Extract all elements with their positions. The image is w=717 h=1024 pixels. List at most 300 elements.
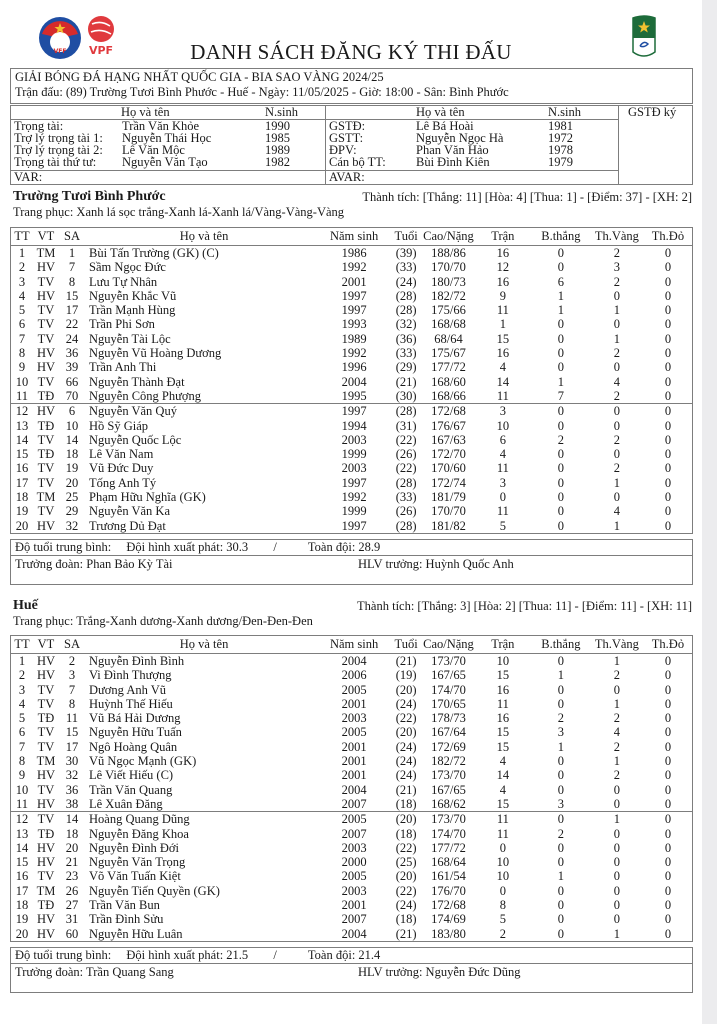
player-yellow-cards: 2: [613, 346, 620, 361]
player-number: 70: [65, 388, 79, 403]
player-tt: 14: [15, 840, 29, 855]
player-number: 30: [65, 754, 79, 769]
col-header-age: Tuổi: [389, 228, 423, 246]
player-goals: 0: [557, 260, 564, 275]
player-age: (19): [395, 668, 417, 683]
player-name: Nguyễn Tài Lộc: [89, 331, 171, 346]
player-birth-year: 1986: [341, 246, 367, 260]
media-officer-year: 1979: [548, 155, 573, 169]
player-tt: 7: [18, 331, 26, 346]
player-number: 20: [65, 475, 79, 490]
assistant1-year: 1985: [265, 131, 290, 145]
player-number: 29: [65, 504, 79, 519]
player-goals: 0: [557, 317, 564, 332]
player-height-weight: 170/65: [431, 696, 466, 711]
player-position: TV: [37, 331, 55, 346]
player-height-weight: 174/69: [431, 912, 466, 927]
player-matches: 15: [496, 725, 510, 740]
player-name: Lê Viết Hiếu (C): [89, 768, 174, 783]
player-height-weight: 182/72: [431, 754, 466, 769]
player-age: (24): [395, 696, 417, 711]
fourth-official-role: Trọng tài thứ tư:: [14, 155, 97, 169]
player-tt: 19: [15, 912, 29, 927]
player-position: HV: [36, 654, 56, 668]
roster-header-row: [11, 636, 693, 654]
player-row: [11, 683, 693, 697]
player-yellow-cards: 2: [613, 668, 620, 683]
col-header-matches: Trận: [474, 636, 532, 654]
player-yellow-cards: 1: [613, 696, 620, 711]
player-tt: 18: [15, 490, 29, 505]
player-row: [11, 346, 693, 360]
player-age: (18): [395, 912, 417, 927]
player-red-cards: 0: [664, 475, 672, 490]
player-position: TM: [36, 246, 56, 260]
player-matches: 14: [496, 374, 510, 389]
supervisor-year: 1981: [548, 119, 573, 133]
player-name: Lưu Tự Nhân: [89, 274, 158, 289]
player-name: Nguyễn Văn Ka: [89, 504, 170, 519]
player-name: Bùi Tấn Trường (GK) (C): [89, 246, 219, 260]
col-header-red: Th.Đỏ: [644, 228, 693, 246]
player-goals: 0: [557, 754, 564, 769]
player-height-weight: 188/86: [431, 246, 466, 260]
col-header-vt: VT: [33, 228, 59, 246]
col-header-sa: SA: [59, 228, 85, 246]
player-yellow-cards: 1: [613, 654, 620, 668]
player-number: 6: [59, 404, 85, 419]
player-position: HV: [33, 404, 59, 419]
divider: [618, 106, 619, 184]
player-matches: 15: [496, 668, 510, 683]
player-row: [11, 419, 693, 433]
player-row: [11, 404, 693, 419]
player-goals: 0: [557, 654, 564, 668]
player-birth-year: 1992: [341, 346, 367, 361]
player-matches: 15: [496, 331, 510, 346]
player-position: TM: [36, 490, 56, 505]
player-position: HV: [36, 518, 56, 533]
player-yellow-cards: 2: [613, 711, 620, 726]
player-number: 25: [65, 490, 79, 505]
player-red-cards: 0: [664, 303, 672, 318]
player-yellow-cards: 0: [613, 855, 620, 870]
player-position: HV: [36, 288, 56, 303]
player-red-cards: 0: [664, 274, 672, 289]
player-name: Nguyễn Đình Đới: [89, 840, 179, 855]
player-birth-year: 1997: [341, 303, 367, 318]
player-yellow-cards: 0: [590, 404, 644, 419]
player-name: Nguyễn Hữu Tuấn: [89, 725, 182, 740]
player-height-weight: 173/70: [431, 654, 466, 668]
team-record-away: Thành tích: [Thắng: 3] [Hòa: 2] [Thua: 11] - [Điểm: 11] - [XH: 11]: [357, 599, 692, 613]
player-matches: 0: [499, 490, 506, 505]
player-height-weight: 172/68: [423, 404, 474, 419]
player-position: TM: [36, 883, 56, 898]
player-position: TV: [37, 782, 55, 797]
svg-text:VFF: VFF: [53, 48, 67, 55]
player-birth-year: 2003: [341, 883, 367, 898]
player-red-cards: 0: [664, 768, 672, 783]
player-tt: 2: [18, 668, 26, 683]
player-matches: 10: [496, 418, 510, 433]
player-position: TĐ: [37, 826, 55, 841]
player-name: Trần Anh Thi: [89, 360, 157, 375]
player-tt: 4: [18, 288, 26, 303]
player-height-weight: 174/70: [431, 682, 466, 697]
player-yellow-cards: 0: [613, 447, 620, 462]
player-name: Dương Anh Vũ: [89, 682, 167, 697]
document-title: DANH SÁCH ĐĂNG KÝ THI ĐẤU: [190, 40, 512, 64]
player-red-cards: 0: [664, 682, 672, 697]
player-position: TV: [37, 739, 55, 754]
player-goals: 0: [557, 360, 564, 375]
player-red-cards: 0: [664, 246, 672, 260]
player-age: (22): [395, 711, 417, 726]
player-red-cards: 0: [664, 317, 672, 332]
match-commissioner-role: GSTT:: [329, 131, 364, 145]
player-age: (28): [395, 475, 417, 490]
player-red-cards: 0: [664, 288, 672, 303]
col-header-red: Th.Đỏ: [644, 636, 693, 654]
player-row: [11, 317, 693, 331]
player-name: Phạm Hữu Nghĩa (GK): [89, 490, 206, 505]
player-name: Vi Đình Thượng: [89, 668, 172, 683]
player-number: 18: [65, 447, 79, 462]
player-row: [11, 275, 693, 289]
player-row: [11, 375, 693, 389]
player-red-cards: 0: [664, 360, 672, 375]
player-name: Nguyễn Vũ Hoàng Dương: [89, 346, 222, 361]
player-position: HV: [36, 346, 56, 361]
col-header-yellow: Th.Vàng: [590, 228, 644, 246]
player-name: Trương Dủ Đạt: [89, 518, 166, 533]
player-red-cards: 0: [664, 826, 672, 841]
player-red-cards: 0: [664, 912, 672, 927]
player-number: 7: [68, 260, 76, 275]
player-height-weight: 172/70: [431, 447, 466, 462]
player-tt: 9: [18, 768, 26, 783]
player-age: (25): [395, 855, 417, 870]
avg-age-starting: Đội hình xuất phát: 30.3: [126, 540, 249, 554]
officials-header-year-right: N.sinh: [548, 105, 581, 119]
player-goals: 7: [557, 388, 564, 403]
player-row: [11, 389, 693, 404]
player-name: Trần Văn Bun: [89, 898, 160, 913]
dpv-year: 1978: [548, 143, 573, 157]
player-birth-year: 2003: [341, 461, 367, 476]
player-number: 18: [65, 826, 79, 841]
player-tt: 2: [18, 260, 26, 275]
player-red-cards: 0: [664, 898, 672, 913]
player-goals: 1: [557, 869, 564, 884]
player-goals: 2: [557, 432, 564, 447]
player-height-weight: 182/72: [431, 288, 466, 303]
player-number: 2: [68, 654, 76, 668]
col-header-tt: TT: [11, 228, 34, 246]
player-goals: 1: [557, 303, 564, 318]
player-birth-year: 1989: [341, 331, 367, 346]
player-goals: 0: [532, 812, 590, 827]
player-birth-year: 1997: [341, 475, 367, 490]
player-name: Nguyễn Tiến Quyền (GK): [89, 883, 220, 898]
player-yellow-cards: 0: [613, 869, 620, 884]
assistant1-name: Nguyễn Thái Học: [122, 131, 212, 145]
player-name: Nguyễn Khắc Vũ: [89, 288, 177, 303]
player-height-weight: 167/64: [431, 725, 466, 740]
player-red-cards: 0: [664, 418, 672, 433]
player-tt: 16: [15, 869, 29, 884]
player-name: Vũ Đức Duy: [89, 461, 154, 476]
player-tt: 14: [15, 432, 29, 447]
player-age: (21): [395, 926, 417, 941]
player-red-cards: 0: [664, 504, 672, 519]
player-age: (24): [395, 274, 417, 289]
player-goals: 0: [557, 682, 564, 697]
player-birth-year: 2005: [341, 869, 367, 884]
player-age: (24): [395, 768, 417, 783]
media-officer-name: Bùi Đình Kiên: [416, 155, 490, 169]
media-officer-role: Cán bộ TT:: [329, 155, 386, 169]
player-goals: 1: [557, 739, 564, 754]
player-birth-year: 1997: [319, 404, 389, 419]
player-matches: 8: [499, 898, 506, 913]
player-goals: 0: [557, 782, 564, 797]
player-row: [11, 303, 693, 317]
player-number: 7: [68, 682, 76, 697]
player-red-cards: 0: [644, 812, 693, 827]
player-tt: 9: [18, 360, 26, 375]
player-matches: 11: [496, 303, 509, 318]
player-number: 36: [65, 782, 79, 797]
player-name: Nguyễn Quốc Lộc: [89, 432, 182, 447]
player-position: TV: [37, 274, 55, 289]
player-birth-year: 2001: [341, 768, 367, 783]
player-position: HV: [36, 668, 56, 683]
player-age: (21): [395, 782, 417, 797]
player-height-weight: 168/66: [431, 388, 466, 403]
player-position: TĐ: [37, 418, 55, 433]
var-label: VAR:: [14, 170, 43, 184]
player-yellow-cards: 0: [613, 826, 620, 841]
player-number: 11: [65, 711, 79, 726]
player-yellow-cards: 1: [613, 475, 620, 490]
player-birth-year: 1992: [341, 490, 367, 505]
player-row: [11, 433, 693, 447]
player-position: HV: [36, 768, 56, 783]
fourth-official-year: 1982: [265, 155, 290, 169]
supervisor-role: GSTĐ:: [329, 119, 366, 133]
player-birth-year: 2001: [341, 754, 367, 769]
player-yellow-cards: 0: [613, 782, 620, 797]
player-name: Nguyễn Thành Đạt: [89, 374, 185, 389]
player-matches: 0: [499, 883, 506, 898]
player-matches: 16: [496, 682, 510, 697]
player-row: [11, 827, 693, 841]
player-position: TV: [37, 461, 55, 476]
player-goals: 0: [557, 331, 564, 346]
player-matches: 4: [499, 782, 506, 797]
player-name: Huỳnh Thế Hiếu: [89, 696, 173, 711]
player-number: 20: [65, 840, 79, 855]
player-matches: 15: [496, 796, 510, 811]
player-row: [11, 711, 693, 725]
player-tt: 4: [18, 696, 26, 711]
player-age: (28): [395, 303, 417, 318]
player-yellow-cards: 1: [613, 303, 620, 318]
head-coach-home: HLV trưởng: Huỳnh Quốc Anh: [358, 557, 514, 571]
player-birth-year: 2001: [341, 898, 367, 913]
player-position: HV: [36, 855, 56, 870]
player-age: (30): [395, 388, 417, 403]
player-row: [11, 461, 693, 475]
player-age: (18): [395, 826, 417, 841]
player-birth-year: 2005: [341, 682, 367, 697]
player-position: HV: [36, 840, 56, 855]
player-tt: 3: [18, 682, 26, 697]
player-matches: 16: [496, 274, 510, 289]
player-red-cards: 0: [664, 461, 672, 476]
player-name: Hoàng Quang Dũng: [85, 812, 319, 827]
player-name: Vũ Bá Hải Dương: [89, 711, 181, 726]
player-age: (20): [395, 869, 417, 884]
player-row: [11, 927, 693, 942]
player-row: [11, 841, 693, 855]
player-age: (26): [395, 504, 417, 519]
player-matches: 5: [499, 518, 506, 533]
player-red-cards: 0: [664, 796, 672, 811]
player-height-weight: 168/60: [431, 374, 466, 389]
player-yellow-cards: 4: [613, 374, 620, 389]
divider: [11, 119, 619, 120]
player-red-cards: 0: [664, 725, 672, 740]
player-row: [11, 668, 693, 682]
player-height-weight: 167/63: [431, 432, 466, 447]
player-tt: 15: [15, 447, 29, 462]
player-height-weight: 177/72: [431, 360, 466, 375]
player-birth-year: 2003: [341, 840, 367, 855]
player-row: [11, 260, 693, 274]
col-header-height-weight: Cao/Nặng: [423, 636, 474, 654]
player-age: (33): [395, 346, 417, 361]
player-height-weight: 175/66: [431, 303, 466, 318]
player-red-cards: 0: [664, 374, 672, 389]
player-row: [11, 912, 693, 926]
player-yellow-cards: 2: [613, 461, 620, 476]
player-number: 24: [65, 331, 79, 346]
player-goals: 0: [557, 447, 564, 462]
player-age: (39): [395, 246, 417, 260]
player-name: Nguyễn Văn Quý: [85, 404, 319, 419]
match-details: Trận đấu: (89) Trường Tươi Bình Phước - Huế - Ngày: 11/05/2025 - Giờ: 18:00 - Sân: Bình Phước: [15, 85, 509, 99]
player-tt: 5: [18, 303, 26, 318]
player-tt: 19: [15, 504, 29, 519]
player-yellow-cards: 2: [613, 739, 620, 754]
assistant2-role: Trợ lý trọng tài 2:: [14, 143, 103, 157]
player-red-cards: 0: [664, 855, 672, 870]
avg-age-starting: Đội hình xuất phát: 21.5: [126, 948, 249, 962]
player-tt: 17: [15, 475, 29, 490]
player-height-weight: 172/69: [431, 739, 466, 754]
player-age: (33): [395, 260, 417, 275]
player-matches: 5: [499, 912, 506, 927]
team-manager-away: Trưởng đoàn: Trần Quang Sang: [15, 965, 174, 979]
player-row: [11, 740, 693, 754]
player-yellow-cards: 2: [613, 768, 620, 783]
player-name: Trần Phi Sơn: [89, 317, 155, 332]
player-height-weight: 172/74: [431, 475, 466, 490]
player-age: (33): [395, 490, 417, 505]
player-birth-year: 1992: [341, 260, 367, 275]
player-yellow-cards: 0: [613, 360, 620, 375]
team-kit-away: Trang phục: Trắng-Xanh dương-Xanh dương/Đen-Đen-Đen: [13, 614, 313, 628]
player-yellow-cards: 0: [613, 796, 620, 811]
player-position: TM: [36, 754, 56, 769]
col-header-matches: Trận: [474, 228, 532, 246]
player-position: HV: [36, 260, 56, 275]
player-birth-year: 1999: [341, 447, 367, 462]
player-name: Trần Văn Quang: [89, 782, 173, 797]
player-yellow-cards: 0: [613, 912, 620, 927]
player-tt: 12: [11, 404, 34, 419]
player-height-weight: 181/82: [431, 518, 466, 533]
player-name: Tống Anh Tý: [89, 475, 157, 490]
player-red-cards: 0: [664, 490, 672, 505]
officials-header-year-left: N.sinh: [265, 105, 298, 119]
player-goals: 0: [557, 475, 564, 490]
head-coach-away: HLV trưởng: Nguyễn Đức Dũng: [358, 965, 521, 979]
col-header-name: Họ và tên: [85, 636, 319, 654]
player-goals: 2: [557, 711, 564, 726]
player-number: 31: [65, 912, 79, 927]
player-birth-year: 2004: [341, 926, 367, 941]
player-birth-year: 2005: [319, 812, 389, 827]
dpv-role: ĐPV:: [329, 143, 357, 157]
player-position: TV: [37, 432, 55, 447]
player-tt: 10: [15, 782, 29, 797]
player-goals: 0: [557, 926, 564, 941]
player-number: 8: [68, 696, 76, 711]
player-row: [11, 654, 693, 669]
player-position: TV: [37, 504, 55, 519]
officials-table: [10, 105, 693, 185]
officials-header-name-right: Họ và tên: [416, 105, 465, 119]
avg-age-all: Toàn đội: 28.9: [307, 540, 381, 554]
player-goals: 0: [532, 404, 590, 419]
player-birth-year: 2004: [341, 374, 367, 389]
player-position: TV: [37, 682, 55, 697]
col-header-sa: SA: [59, 636, 85, 654]
col-header-age: Tuổi: [389, 636, 423, 654]
player-row: [11, 447, 693, 461]
player-number: 21: [65, 855, 79, 870]
player-name: Nguyễn Đăng Khoa: [89, 826, 189, 841]
player-birth-year: 1997: [341, 288, 367, 303]
player-goals: 3: [557, 796, 564, 811]
player-age: (26): [395, 447, 417, 462]
player-row: [11, 476, 693, 490]
avg-age-box-home: [10, 539, 693, 556]
player-goals: 0: [557, 461, 564, 476]
assistant1-role: Trợ lý trọng tài 1:: [14, 131, 103, 145]
player-matches: 15: [496, 739, 510, 754]
player-number: 32: [65, 768, 79, 783]
player-matches: 1: [499, 317, 506, 332]
player-matches: 10: [496, 869, 510, 884]
player-position: TV: [37, 303, 55, 318]
player-goals: 1: [557, 668, 564, 683]
player-age: (29): [395, 360, 417, 375]
